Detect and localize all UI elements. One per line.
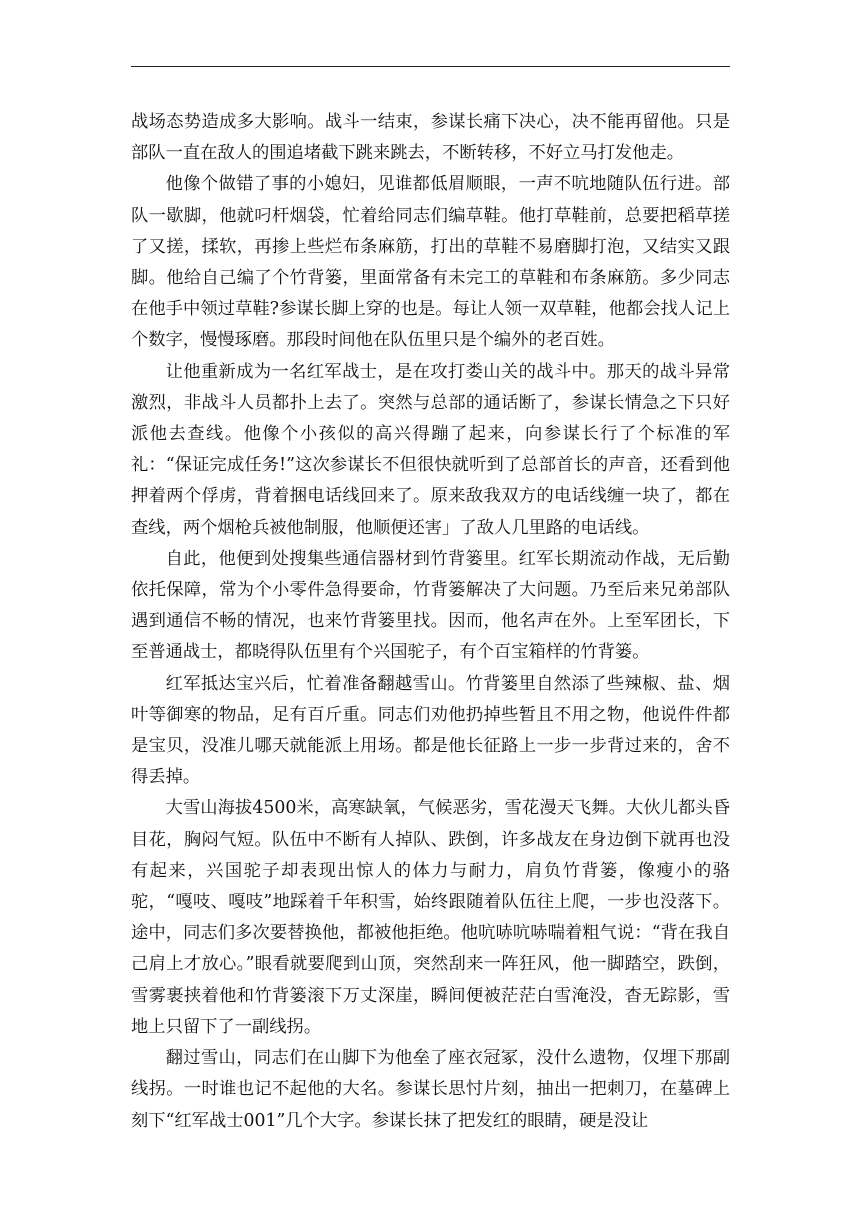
paragraph-4: 自此，他便到处搜集些通信器材到竹背篓里。红军长期流动作战，无后勤依托保障，常为个小零件急得要命，竹背篓解决了大问题。乃至后来兄弟部队遇到通信不畅的情况，也来竹背篓里找。因而，他名声在外。上至军团长，下至普通战士，都晓得队伍里有个兴国驼子，有个百宝箱样的竹背篓。 <box>131 548 730 663</box>
paragraph-6: 大雪山海拔4500米，高寒缺氧，气候恶劣，雪花漫天飞舞。大伙儿都头昏目花，胸闷气短。队伍中不断有人掉队、跌倒，许多战友在身边倒下就再也没有起来，兴国驼子却表现出惊人的体力与耐力，肩负竹背篓，像瘦小的骆驼，“嘎吱、嘎吱”地踩着千年积雪，始终跟随着队伍往上爬，一步也没落下。途中，同志们多次要替换他，都被他拒绝。他吭哧吭哧喘着粗气说：“背在我自己肩上才放心。”眼看就要爬到山顶，突然刮来一阵狂风，他一脚踏空，跌倒，雪雾裹挟着他和竹背篓滚下万丈深崖，瞬间便被茫茫白雪淹没，杳无踪影，雪地上只留下了一副线拐。 <box>131 798 730 1037</box>
paragraph-5: 红军抵达宝兴后，忙着准备翻越雪山。竹背篓里自然添了些辣椒、盐、烟叶等御寒的物品，足有百斤重。同志们劝他扔掉些暂且不用之物，他说件件都是宝贝，没准儿哪天就能派上用场。都是他长征路上一步一步背过来的，舍不得丢掉。 <box>131 673 730 788</box>
paragraph-7: 翻过雪山，同志们在山脚下为他垒了座衣冠冢，没什么遗物，仅埋下那副线拐。一时谁也记不起他的大名。参谋长思忖片刻，抽出一把刺刀，在墓碑上刻下“红军战士001”几个大字。参谋长抹了把发红的眼睛，硬是没让 <box>131 1048 730 1131</box>
paragraph-2: 他像个做错了事的小媳妇，见谁都低眉顺眼，一声不吭地随队伍行进。部队一歇脚，他就叼杆烟袋，忙着给同志们编草鞋。他打草鞋前，总要把稻草搓了又搓，揉软，再掺上些烂布条麻筋，打出的草鞋不易磨脚打泡，又结实又跟脚。他给自己编了个竹背篓，里面常备有未完工的草鞋和布条麻筋。多少同志在他手中领过草鞋?参谋长脚上穿的也是。每让人领一双草鞋，他都会找人记上个数字，慢慢琢磨。那段时间他在队伍里只是个编外的老百姓。 <box>131 174 730 351</box>
paragraph-1: 战场态势造成多大影响。战斗一结束，参谋长痛下决心，决不能再留他。只是部队一直在敌人的围追堵截下跳来跳去，不断转移，不好立马打发他走。 <box>131 112 730 164</box>
paragraph-3: 让他重新成为一名红军战士，是在攻打娄山关的战斗中。那天的战斗异常激烈，非战斗人员都扑上去了。突然与总部的通话断了，参谋长情急之下只好派他去查线。他像个小孩似的高兴得蹦了起来，向参谋长行了个标准的军礼：“保证完成任务!”这次参谋长不但很快就听到了总部首长的声音，还看到他押着两个俘虏，背着捆电话线回来了。原来敌我双方的电话线缠一块了，都在查线，两个烟枪兵被他制服，他顺便还害」了敌人几里路的电话线。 <box>131 361 730 538</box>
header-rule <box>131 66 730 67</box>
article-body <box>131 107 730 1137</box>
